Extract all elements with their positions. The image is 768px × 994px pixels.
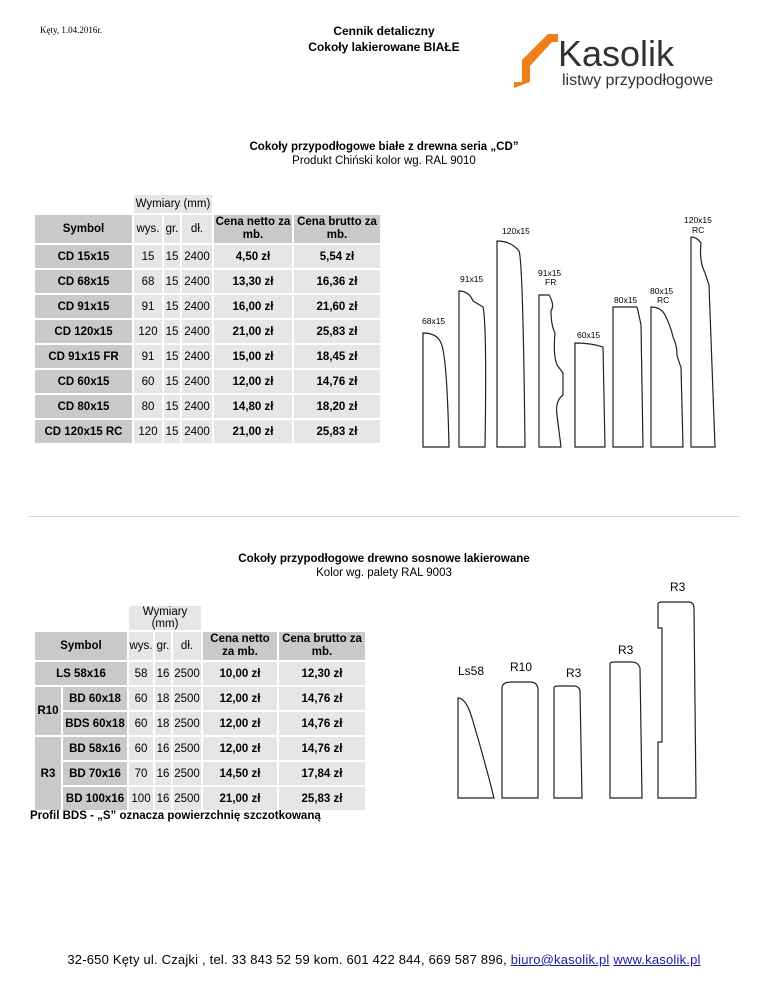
row-brutto: 12,30 zł [279,662,365,685]
footer-address: 32-650 Kęty ul. Czajki , tel. 33 843 52 59 kom. 601 422 844, 669 587 896, [67,952,511,967]
section1-subtitle: Produkt Chiński kolor wg. RAL 9010 [292,155,476,167]
row-netto: 12,00 zł [203,687,277,710]
section2-price-table [33,604,367,812]
col-brutto: Cena brutto za mb. [279,632,365,660]
col-wys: wys. [134,215,162,243]
col-symbol: Symbol [35,215,132,243]
profile-80x15-rc [651,307,683,447]
row-gr: 15 [164,345,180,368]
profile-label: R3 [670,580,686,594]
row-gr: 16 [155,662,171,685]
profile-label: R3 [618,643,634,657]
row-wys: 91 [134,345,162,368]
row-netto: 4,50 zł [214,245,292,268]
row-dl: 2500 [173,687,201,710]
section2-subtitle: Kolor wg. palety RAL 9003 [316,567,452,579]
document-date: Kęty, 1.04.2016r. [40,25,103,35]
row-brutto: 14,76 zł [279,737,365,760]
row-brutto: 25,83 zł [294,320,380,343]
row-brutto: 14,76 zł [279,712,365,735]
col-symbol: Symbol [35,632,127,660]
row-dl: 2500 [173,787,201,810]
brushed-surface-note: Profil BDS - „S” oznacza powierzchnię szczotkowaną [30,810,321,822]
profile-label: 60x15 [577,330,601,340]
profile-label: 91x15 [460,274,484,284]
profile-120x15 [497,241,525,447]
row-dl: 2400 [182,395,212,418]
profile-label: 68x15 [422,316,446,326]
row-gr: 16 [155,762,171,785]
group-r3: R3 [35,737,61,810]
dims-group-header: Wymiary (mm) [134,195,212,213]
profile-60x15 [575,343,605,447]
row-brutto: 25,83 zł [294,420,380,443]
row-symbol: CD 80x15 [35,395,132,418]
profile-label: RC [692,225,705,235]
row-gr: 15 [164,395,180,418]
row-netto: 14,80 zł [214,395,292,418]
logo-name: Kasolik [558,33,675,74]
col-dl: dł. [173,632,201,660]
row-wys: 60 [134,370,162,393]
dims-group-header: Wymiary (mm) [129,606,201,630]
col-dl: dł. [182,215,212,243]
row-dl: 2400 [182,245,212,268]
profile-r3-medium [610,662,642,798]
row-gr: 15 [164,420,180,443]
row-netto: 14,50 zł [203,762,277,785]
col-wys: wys. [129,632,153,660]
row-dl: 2400 [182,270,212,293]
row-wys: 120 [134,420,162,443]
row-dl: 2500 [173,662,201,685]
row-symbol: BDS 60x18 [63,712,127,735]
profile-label: R10 [510,660,533,674]
row-symbol: CD 91x15 [35,295,132,318]
footer-email-link[interactable]: biuro@kasolik.pl [510,952,610,967]
row-netto: 16,00 zł [214,295,292,318]
col-gr: gr. [155,632,171,660]
row-wys: 120 [134,320,162,343]
row-wys: 80 [134,395,162,418]
row-gr: 15 [164,320,180,343]
row-wys: 60 [129,712,153,735]
row-netto: 12,00 zł [214,370,292,393]
row-brutto: 17,84 zł [279,762,365,785]
row-wys: 100 [129,787,153,810]
row-symbol: CD 120x15 RC [35,420,132,443]
row-dl: 2400 [182,345,212,368]
col-brutto: Cena brutto za mb. [294,215,380,243]
row-dl: 2500 [173,712,201,735]
profile-label: 120x15 [684,215,712,225]
profile-label: Ls58 [458,664,485,678]
profile-label: R3 [566,666,582,680]
row-brutto: 21,60 zł [294,295,380,318]
row-wys: 58 [129,662,153,685]
section1-title: Cokoły przypodłogowe białe z drewna seria „CD” [249,141,519,153]
row-wys: 68 [134,270,162,293]
row-netto: 13,30 zł [214,270,292,293]
profile-68x15 [423,333,449,447]
row-netto: 21,00 zł [203,787,277,810]
profile-r3-small [554,686,582,798]
row-wys: 60 [129,687,153,710]
row-wys: 70 [129,762,153,785]
footer-website-link[interactable]: www.kasolik.pl [613,952,701,967]
row-symbol: BD 58x16 [63,737,127,760]
profile-label: RC [657,295,670,305]
contact-footer [0,952,768,967]
row-brutto: 16,36 zł [294,270,380,293]
col-gr: gr. [164,215,180,243]
profile-91x15-fr [539,295,563,447]
row-dl: 2400 [182,320,212,343]
row-gr: 15 [164,295,180,318]
row-gr: 15 [164,370,180,393]
profile-label: 80x15 [650,286,674,296]
row-symbol: CD 68x15 [35,270,132,293]
col-netto: Cena netto za mb. [203,632,277,660]
row-brutto: 14,76 zł [279,687,365,710]
row-dl: 2400 [182,420,212,443]
profile-label: 120x15 [502,226,530,236]
row-dl: 2400 [182,295,212,318]
row-symbol: CD 60x15 [35,370,132,393]
logo-tagline: listwy przypodłogowe [562,72,714,89]
cd-profiles-drawing [415,215,730,455]
profile-r3-large [658,602,696,798]
row-gr: 18 [155,712,171,735]
group-r10: R10 [35,687,61,735]
row-brutto: 5,54 zł [294,245,380,268]
row-brutto: 18,45 zł [294,345,380,368]
row-dl: 2500 [173,737,201,760]
row-symbol: CD 15x15 [35,245,132,268]
row-dl: 2400 [182,370,212,393]
kasolik-logo [512,30,732,90]
row-netto: 12,00 zł [203,712,277,735]
row-gr: 18 [155,687,171,710]
page-title-line2: Cokoły lakierowane BIAŁE [308,40,460,54]
row-wys: 91 [134,295,162,318]
profile-91x15 [459,291,486,447]
row-netto: 21,00 zł [214,420,292,443]
row-gr: 16 [155,787,171,810]
row-wys: 15 [134,245,162,268]
row-netto: 10,00 zł [203,662,277,685]
profile-label: 91x15 [538,268,562,278]
row-netto: 12,00 zł [203,737,277,760]
profile-label: FR [545,277,557,287]
profile-80x15 [613,307,643,447]
section2-title-block [0,552,768,580]
section2-title: Cokoły przypodłogowe drewno sosnowe lakierowane [238,553,530,565]
row-symbol: CD 120x15 [35,320,132,343]
profile-ls58 [458,698,494,798]
profile-r10 [502,682,538,798]
kasolik-logo-mark [512,30,732,90]
section-divider [28,516,740,517]
row-netto: 21,00 zł [214,320,292,343]
row-dl: 2500 [173,762,201,785]
row-gr: 16 [155,737,171,760]
profile-label: 80x15 [614,295,638,305]
bd-profiles-drawing [450,598,700,803]
section1-price-table [33,193,382,445]
row-symbol: BD 100x16 [63,787,127,810]
row-symbol: BD 60x18 [63,687,127,710]
section1-title-block [0,140,768,168]
col-netto: Cena netto za mb. [215,216,291,241]
row-symbol: CD 91x15 FR [35,345,132,368]
row-netto: 15,00 zł [214,345,292,368]
row-gr: 15 [164,270,180,293]
row-symbol: LS 58x16 [35,662,127,685]
row-wys: 60 [129,737,153,760]
row-symbol: BD 70x16 [63,762,127,785]
page-title-line1: Cennik detaliczny [333,24,435,38]
row-brutto: 18,20 zł [294,395,380,418]
row-gr: 15 [164,245,180,268]
row-brutto: 14,76 zł [294,370,380,393]
profile-120x15-rc [691,237,715,447]
row-brutto: 25,83 zł [279,787,365,810]
